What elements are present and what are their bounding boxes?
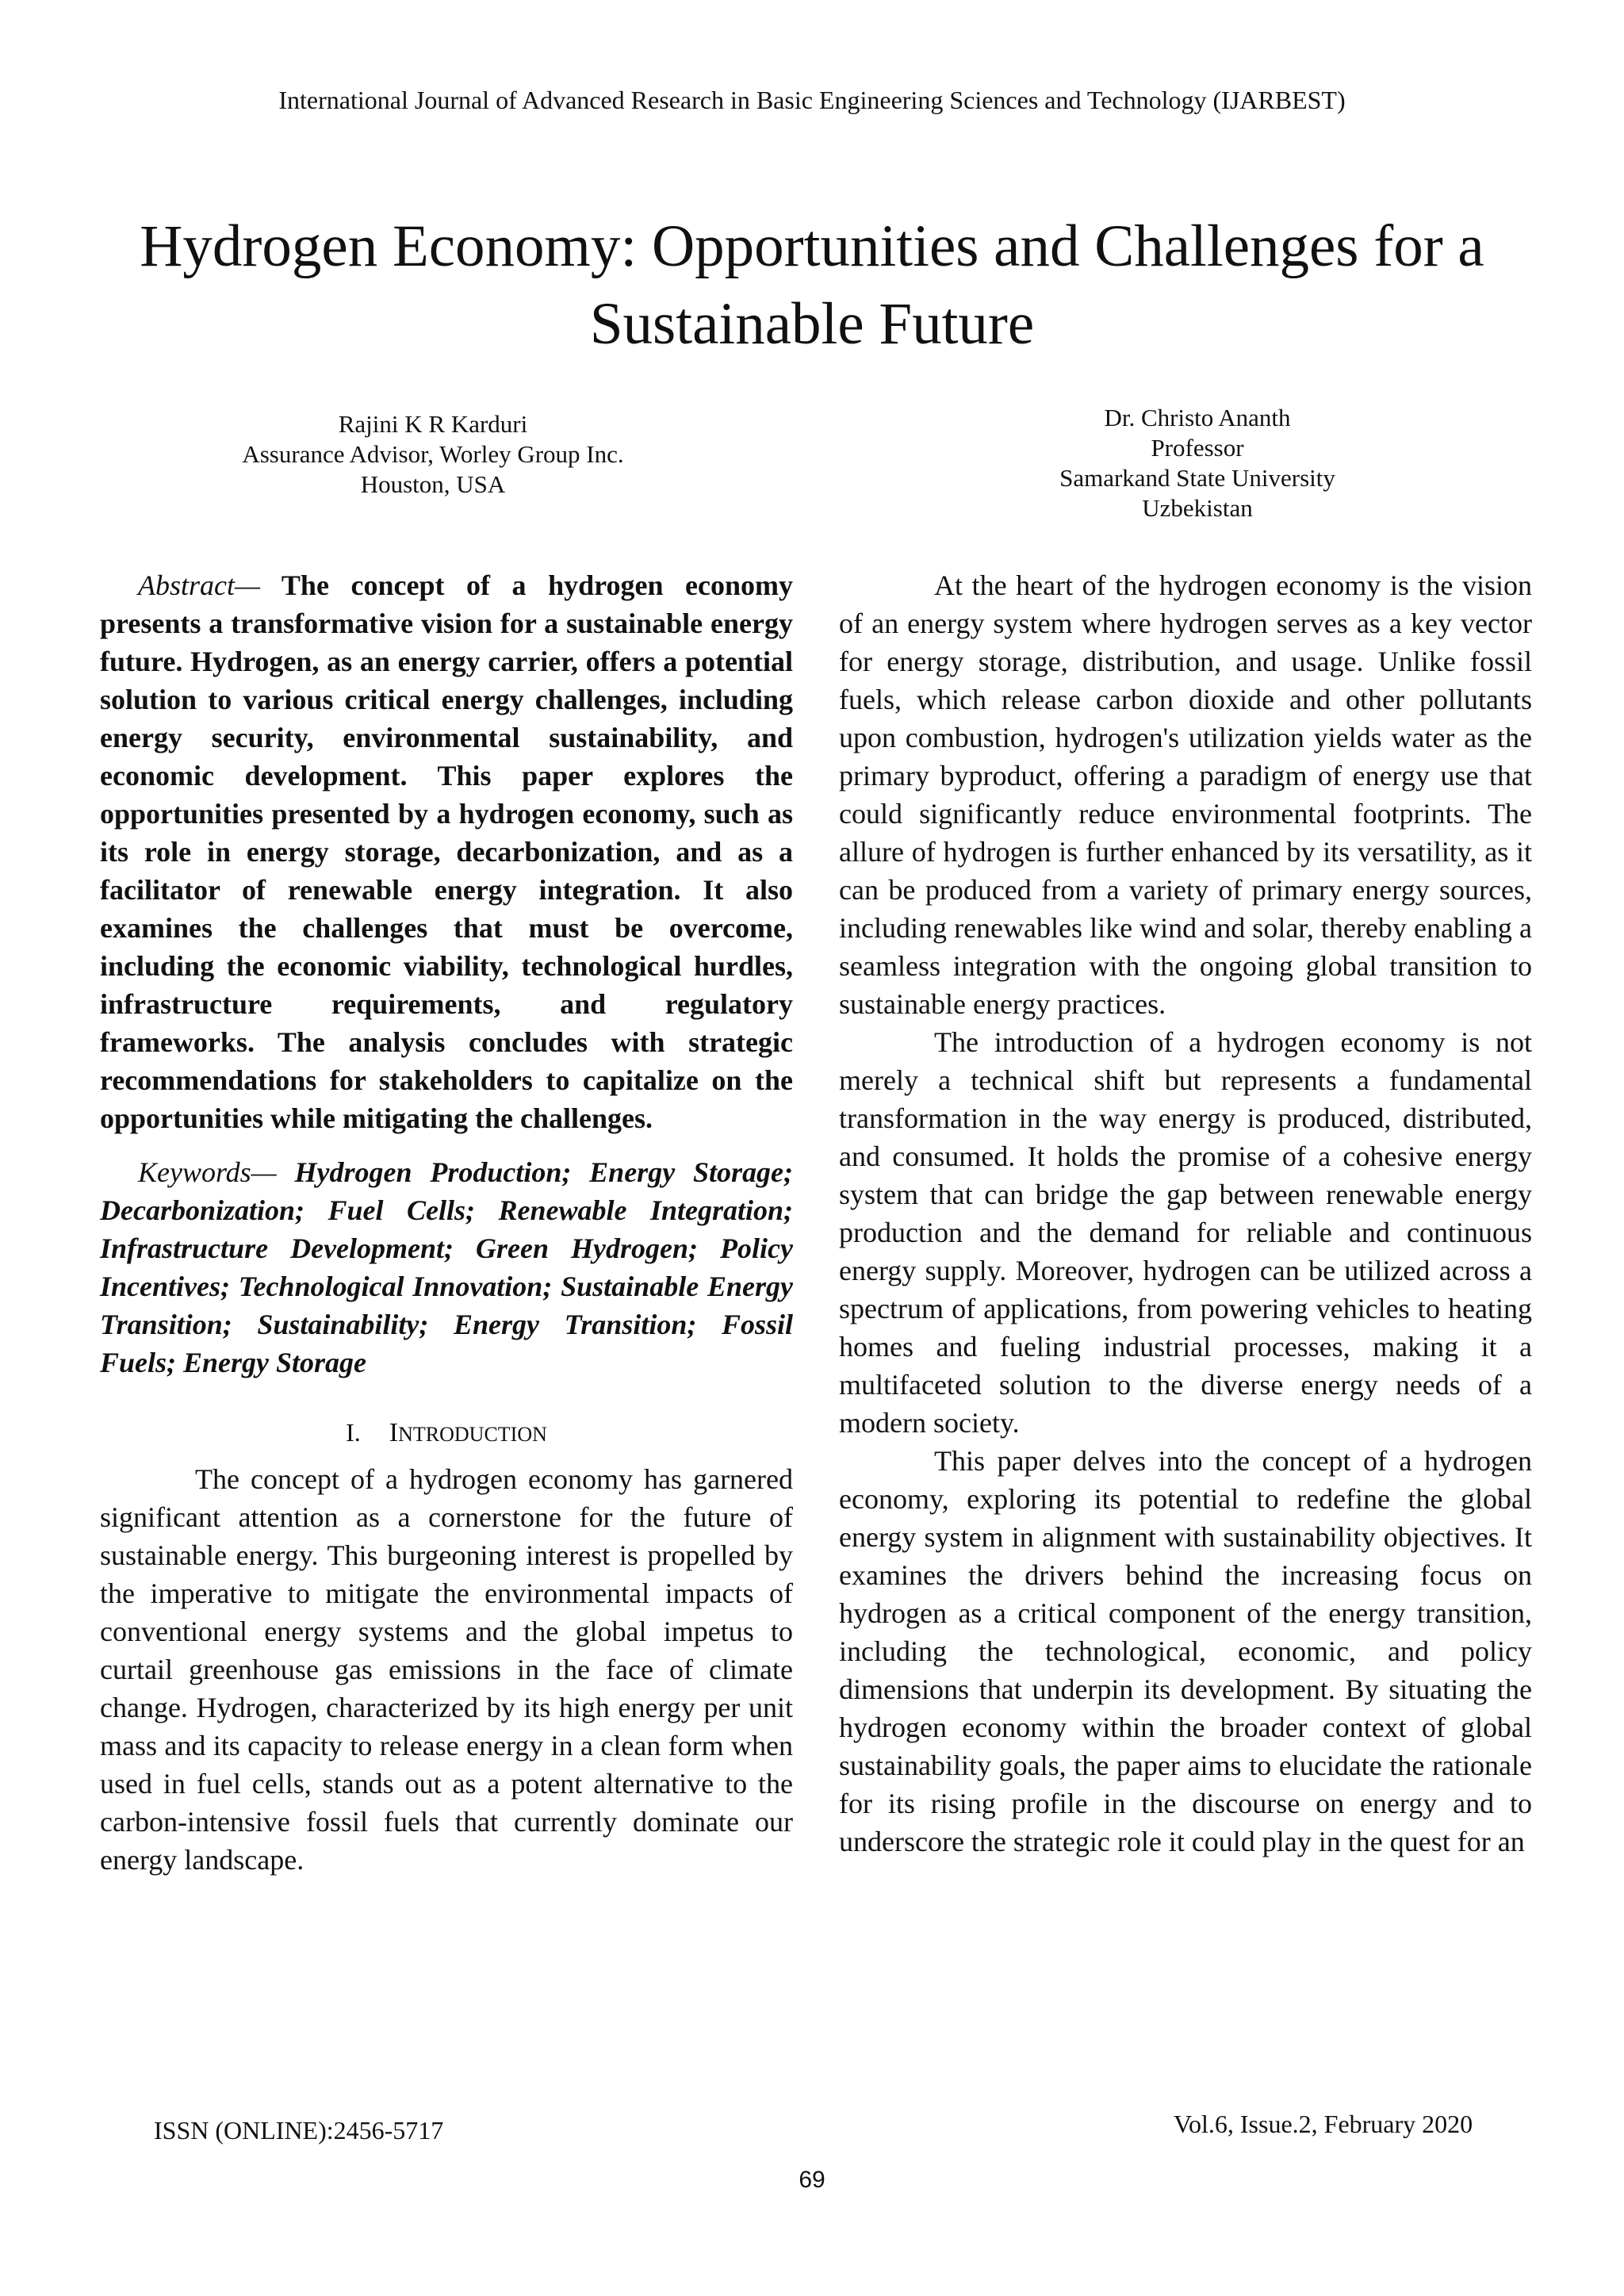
right-column bbox=[839, 566, 1532, 1861]
page-number: 69 bbox=[799, 2167, 825, 2193]
keywords-label: Keywords— bbox=[138, 1156, 277, 1188]
footer-volume: Vol.6, Issue.2, February 2020 bbox=[1174, 2110, 1473, 2138]
author-title: Professor bbox=[1151, 434, 1244, 462]
abstract bbox=[100, 566, 793, 1137]
author-block-2 bbox=[944, 403, 1451, 523]
footer-issn: ISSN (ONLINE):2456-5717 bbox=[154, 2116, 444, 2145]
abstract-label: Abstract— bbox=[138, 569, 261, 601]
body-paragraph: This paper delves into the concept of a hydrogen economy, exploring its potential to redefine the global energy system in alignment with sustainability objectives. It examines the drivers behind the increasing focus on hydrogen as a critical component of the energy transition, including the technological, economic, and policy dimensions that underpin its development. By situating the hydrogen economy within the broader context of global sustainability goals, the paper aims to elucidate the rationale for its rising profile in the discourse on energy and to underscore the strategic role it could play in the quest for an bbox=[839, 1445, 1532, 1857]
section-title-rest: NTRODUCTION bbox=[398, 1423, 547, 1446]
keywords bbox=[100, 1153, 793, 1382]
author-block-1 bbox=[179, 409, 687, 500]
body-paragraph: At the heart of the hydrogen economy is the vision of an energy system where hydrogen serves as a key vector for energy storage, distribution, and usage. Unlike fossil fuels, which release carbon dioxide and other pollutants upon combustion, hydrogen's utilization yields water as the primary byproduct, offering a paradigm of energy use that could significantly reduce environmental footprints. The allure of hydrogen is further enhanced by its versatility, as it can be produced from a variety of primary energy sources, including renewables like wind and solar, thereby enabling a seamless integration with the ongoing global transition to sustainable energy practices. bbox=[839, 569, 1532, 1020]
keywords-text: Hydrogen Production; Energy Storage; Decarbonization; Fuel Cells; Renewable Integration; Infrastructure Development; Green Hydrogen; Policy Incentives; Technological Innovation; Sustainable Energy Transition; Sustainability; Energy Transition; Fossil Fuels; Energy Storage bbox=[100, 1156, 793, 1378]
author-affiliation: Assurance Advisor, Worley Group Inc. bbox=[242, 440, 624, 468]
section-number: I. bbox=[346, 1418, 361, 1447]
body-paragraph: The introduction of a hydrogen economy is not merely a technical shift but represents a fundamental transformation in the way energy is produced, distributed, and consumed. It holds the promise of a cohesive energy system that can bridge the gap between renewable energy production and the demand for reliable and continuous energy supply. Moreover, hydrogen can be utilized across a spectrum of applications, from powering vehicles to heating homes and fueling industrial processes, making it a multifaceted solution to the diverse energy needs of a modern society. bbox=[839, 1026, 1532, 1439]
section-title-initial: I bbox=[389, 1418, 399, 1447]
paper-title: Hydrogen Economy: Opportunities and Challenges for a Sustainable Future bbox=[140, 213, 1484, 357]
author-affiliation: Samarkand State University bbox=[1059, 464, 1335, 492]
author-location: Uzbekistan bbox=[1142, 494, 1253, 522]
author-location: Houston, USA bbox=[360, 470, 506, 498]
section-heading-introduction bbox=[100, 1413, 793, 1454]
left-column bbox=[100, 566, 793, 1879]
author-name: Rajini K R Karduri bbox=[338, 410, 528, 438]
intro-paragraph: The concept of a hydrogen economy has garnered significant attention as a cornerstone for the future of sustainable energy. This burgeoning interest is propelled by the imperative to mitigate the environmental impacts of conventional energy systems and the global impetus to curtail greenhouse gas emissions in the face of climate change. Hydrogen, characterized by its high energy per unit mass and its capacity to release energy in a clean form when used in fuel cells, stands out as a potent alternative to the carbon-intensive fossil fuels that currently dominate our energy landscape. bbox=[100, 1463, 793, 1876]
journal-header: International Journal of Advanced Research in Basic Engineering Sciences and Technology (IJARBEST) bbox=[278, 86, 1346, 114]
abstract-text: The concept of a hydrogen economy presents a transformative vision for a sustainable energy future. Hydrogen, as an energy carrier, offers a potential solution to various critical energy challenges, including energy security, environmental sustainability, and economic development. This paper explores the opportunities presented by a hydrogen economy, such as its role in energy storage, decarbonization, and as a facilitator of renewable energy integration. It also examines the challenges that must be overcome, including the economic viability, technological hurdles, infrastructure requirements, and regulatory frameworks. The analysis concludes with strategic recommendations for stakeholders to capitalize on the opportunities while mitigating the challenges. bbox=[100, 569, 793, 1134]
author-name: Dr. Christo Ananth bbox=[1104, 404, 1291, 431]
